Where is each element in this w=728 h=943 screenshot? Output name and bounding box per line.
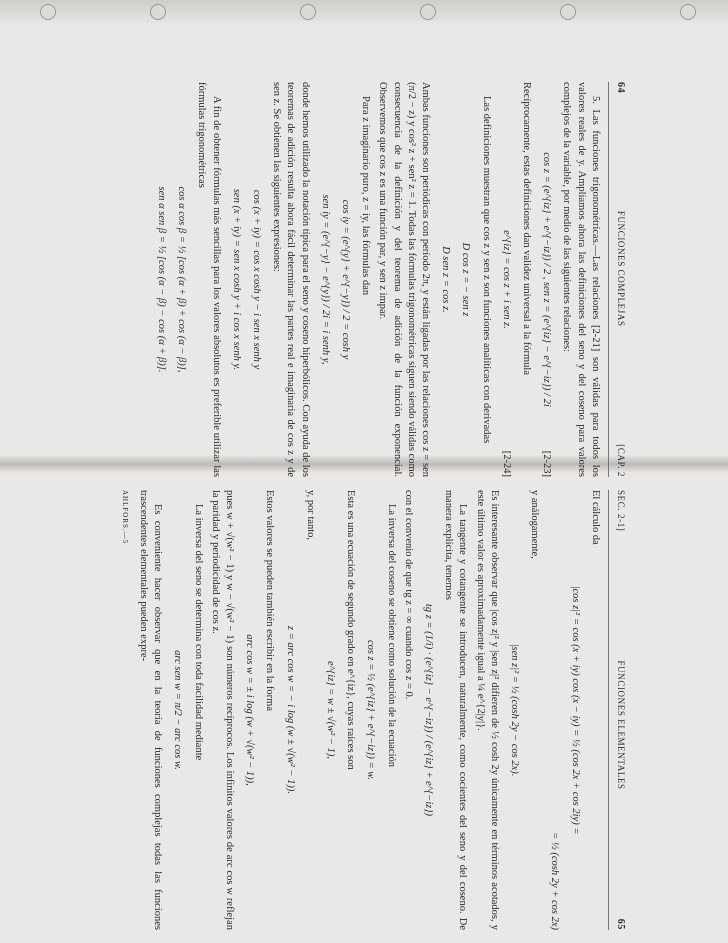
equation-2-24 bbox=[499, 82, 513, 477]
equation-body: cos z = (e^{iz} + e^{−iz}) / 2 , sen z = (e^{iz} − e^{−iz}) / 2i bbox=[541, 152, 553, 407]
right-page bbox=[98, 490, 628, 930]
paragraph: y análogamente, bbox=[529, 490, 541, 559]
paragraph: La inversa del coseno se obtiene como solución de la ecuación bbox=[385, 504, 397, 767]
page-header bbox=[608, 490, 628, 930]
equation-product-sen: sen α sen β = ½ [cos (α − β) − cos (α + β)]. bbox=[155, 186, 167, 373]
left-page bbox=[108, 82, 628, 477]
equation-product-cos: cos α cos β = ½ [cos (α + β) + cos (α − β)], bbox=[176, 186, 188, 373]
equation-roots: e^{iz} = w ± √(w² − 1), bbox=[324, 661, 336, 759]
paragraph: con el convenio de que tg z = ∞ cuando cos z = 0. bbox=[402, 490, 414, 700]
equation-abs-sen: |sen z|² = ½ (cosh 2y − cos 2x). bbox=[508, 643, 520, 777]
equation-tag: [2-23] bbox=[541, 450, 553, 477]
equation-abs-cos-1: |cos z|² = cos (x + iy) cos (x − iy) = ½ (cos 2x + cos 2iy) = bbox=[569, 585, 581, 835]
binder-holes bbox=[0, 4, 728, 22]
paragraph: donde hemos utilizado la notación típica para el seno y coseno hiperbólicos. Con ayuda de los teoremas de adición resulta ahora fácil determinar las partes real e imaginaria de cos z y de sen z. Se obtienen las siguientes expresiones: bbox=[271, 82, 311, 477]
paragraph: 5. Las funciones trigonométricas.—Las relaciones [2-21] son válidas para todos los valores reales de y. Ampliamos ahora las definiciones del seno y del coseno para valores complejos de la variable, por medio de las siguientes relaciones: bbox=[561, 82, 601, 477]
paragraph: Recíprocamente, estas definiciones dan validez universal a la fórmula bbox=[520, 82, 532, 376]
equation-2-23 bbox=[539, 82, 553, 477]
paragraph: Ambas funciones son periódicas con período 2π, y están ligadas por las relaciones cos z = sen (π/2 − z) y cos² z + sen² z = 1. Todas las fórmulas trigonométricas siguen siendo válidas como consecuencia de la definición y del teorema de adición de la función exponencial. Observemos que cos z es una función par, y sen z impar. bbox=[377, 82, 431, 477]
equation-z: z = arc cos w = − i log (w ± √(w² − 1)). bbox=[284, 625, 296, 795]
paragraph: Estos valores se pueden también escribir en la forma bbox=[264, 490, 276, 712]
equation-tangent: tg z = (1/i) · (e^{iz} − e^{−iz}) / (e^{iz} + e^{−iz}) bbox=[422, 603, 434, 817]
footer-signature: AHLFORS.—5 bbox=[120, 490, 129, 545]
equation-body: e^{iz} = cos z + i sen z. bbox=[500, 230, 512, 329]
paragraph: La inversa del seno se determina con toda facilidad mediante bbox=[192, 504, 204, 761]
paragraph: El cálculo da bbox=[589, 490, 601, 545]
chapter-ref: [CAP. 2 bbox=[616, 444, 626, 477]
binder-hole bbox=[40, 4, 56, 20]
running-title: FUNCIONES COMPLEJAS bbox=[616, 210, 626, 327]
page-number: 64 bbox=[615, 82, 626, 94]
equation-arccos: arc cos w = ± i log (w + √(w² − 1)), bbox=[244, 634, 256, 786]
page-number: 65 bbox=[615, 918, 626, 930]
binder-hole bbox=[420, 4, 436, 20]
binder-hole bbox=[560, 4, 576, 20]
paragraph: Es conveniente hacer observar que en la teoría de funciones complejas todas las funciones trascendentes elementales pueden expre- bbox=[137, 490, 164, 930]
equation-cos-iy: cos iy = (e^{y} + e^{−y}) / 2 = cosh y bbox=[339, 199, 351, 360]
equation-derivative-cos: D cos z = − sen z bbox=[460, 242, 472, 317]
binder-hole bbox=[300, 4, 316, 20]
paragraph: Es interesante observar que |cos z|² y |sen z|² difieren de ½ cosh 2y únicamente en términos acotados, y este último valor es aproximadamente igual a ¼ e^{2|y|}. bbox=[474, 490, 500, 930]
section-ref: SEC. 2-1] bbox=[616, 490, 626, 532]
equation-cos-x-iy: cos (x + iy) = cos x cosh y − i sen x senh y bbox=[250, 189, 262, 370]
paragraph: La tangente y cotangente se introducen, naturalmente, como cocientes del seno y del coseno. De manera explícita, tenemos bbox=[443, 490, 469, 930]
paragraph: Esta es una ecuación de segundo grado en e^{iz}, cuyas raíces son bbox=[345, 490, 357, 770]
paragraph: Las definiciones muestran que cos z y sen z son funciones analíticas con derivadas bbox=[480, 96, 492, 444]
binder-hole bbox=[680, 4, 696, 20]
equation-abs-cos-2: = ½ (cosh 2y + cos 2x) bbox=[549, 832, 561, 930]
page-header bbox=[608, 82, 628, 477]
equation-tag: [2-24] bbox=[500, 450, 512, 477]
binder-hole bbox=[150, 4, 166, 20]
running-title: FUNCIONES ELEMENTALES bbox=[616, 660, 626, 790]
paragraph: pues w + √(w² − 1) y w − √(w² − 1) son números recíprocos. Los infinitos valores de arc cos w reflejan la paridad y periodicidad de cos z. bbox=[209, 490, 235, 930]
equation-sen-iy: sen iy = (e^{−y} − e^{y}) / 2i = i senh y, bbox=[319, 194, 331, 365]
paragraph: Para z imaginario puro, z = iy, las fórmulas dan bbox=[360, 96, 372, 296]
paragraph: A fin de obtener fórmulas más sencillas para los valores absolutos es preferible utilizar las fórmulas trigonométricas bbox=[196, 82, 222, 477]
equation-arcsen: arc sen w = π/2 − arc cos w. bbox=[172, 650, 184, 770]
equation-sen-x-iy: sen (x + iy) = sen x cosh y + i cos x senh y. bbox=[230, 188, 242, 371]
equation-arccos-definition: cos z = ½ (e^{iz} + e^{−iz}) = w. bbox=[365, 639, 377, 781]
paragraph: y, por tanto, bbox=[304, 490, 316, 541]
equation-derivative-sen: D sen z = cos z. bbox=[440, 246, 452, 313]
